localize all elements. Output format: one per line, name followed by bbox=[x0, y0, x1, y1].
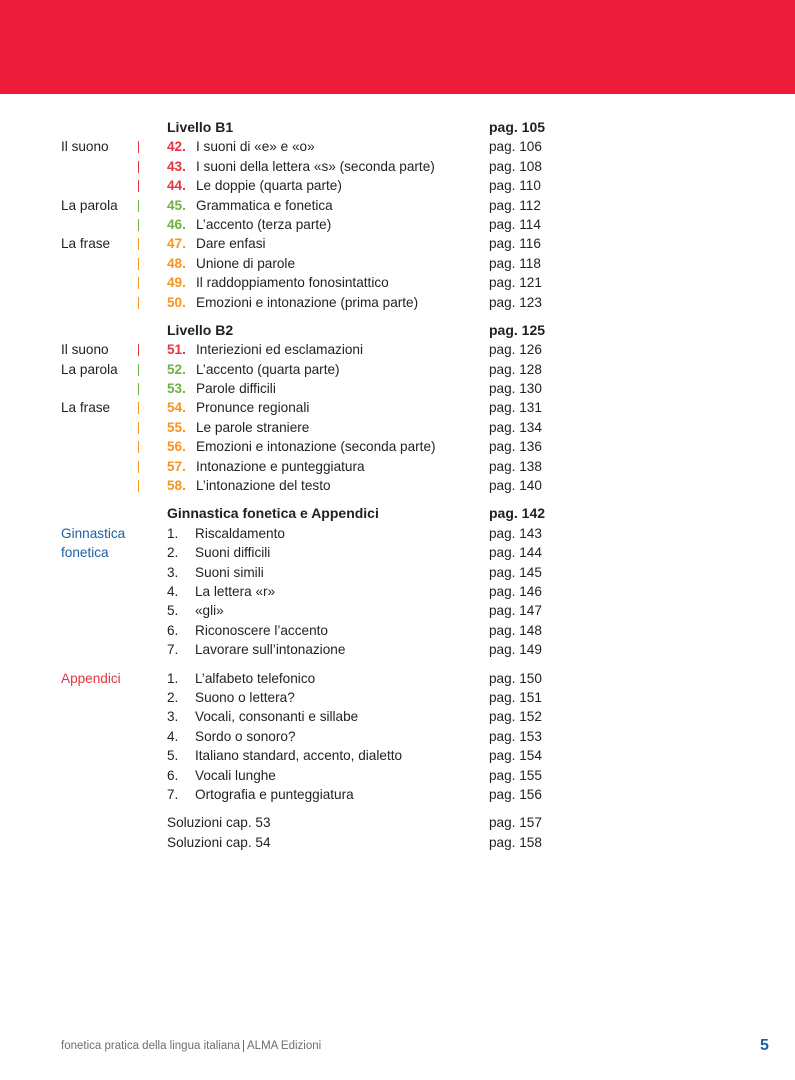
entry-title-text: Soluzioni cap. 53 bbox=[167, 815, 271, 831]
category-bar bbox=[138, 402, 139, 414]
page-number: 5 bbox=[760, 1037, 769, 1054]
entry-page: pag. 140 bbox=[489, 478, 542, 494]
entry-number: 58. bbox=[167, 478, 186, 494]
entry-page: pag. 157 bbox=[489, 815, 542, 831]
toc-entry[interactable] bbox=[0, 254, 795, 273]
entry-title bbox=[167, 234, 266, 253]
toc-section bbox=[0, 669, 795, 805]
entry-number: 53. bbox=[167, 381, 186, 397]
entry-title bbox=[167, 476, 331, 495]
toc-section bbox=[0, 504, 795, 659]
toc-section bbox=[0, 813, 795, 852]
entry-title-text: Unione di parole bbox=[196, 255, 295, 271]
category-label: Ginnastica bbox=[61, 525, 126, 541]
entry-number: 43. bbox=[167, 158, 186, 174]
entry-number: 7. bbox=[167, 642, 179, 658]
entry-title bbox=[167, 563, 264, 582]
entry-title-text: Suono o lettera? bbox=[195, 689, 295, 705]
toc-entry[interactable] bbox=[0, 785, 795, 804]
entry-title bbox=[167, 543, 270, 562]
footer-book-title: fonetica pratica della lingua italiana bbox=[61, 1040, 241, 1053]
toc-entry[interactable] bbox=[0, 176, 795, 195]
entry-number: 7. bbox=[167, 786, 179, 802]
entry-page: pag. 145 bbox=[489, 564, 542, 580]
entry-page: pag. 146 bbox=[489, 583, 542, 599]
entry-page: pag. 156 bbox=[489, 786, 542, 802]
category-bar bbox=[138, 344, 139, 356]
entry-title-text: Le doppie (quarta parte) bbox=[196, 178, 342, 194]
entry-number: 42. bbox=[167, 139, 186, 155]
toc-entry[interactable] bbox=[0, 398, 795, 417]
toc-entry[interactable] bbox=[0, 340, 795, 359]
category-bar bbox=[138, 161, 139, 173]
header-band bbox=[0, 0, 795, 94]
entry-title bbox=[167, 137, 315, 156]
category-label: La parola bbox=[61, 361, 118, 377]
entry-page: pag. 123 bbox=[489, 294, 542, 310]
toc-entry[interactable] bbox=[0, 196, 795, 215]
entry-title-text: L’intonazione del testo bbox=[196, 478, 331, 494]
category-bar bbox=[138, 277, 139, 289]
toc-entry[interactable] bbox=[0, 669, 795, 688]
category-bar bbox=[138, 422, 139, 434]
footer-divider bbox=[243, 1040, 244, 1052]
category-label: La parola bbox=[61, 197, 118, 213]
category-label: La frase bbox=[61, 236, 111, 252]
entry-title-text: L’accento (quarta parte) bbox=[196, 361, 340, 377]
entry-page: pag. 158 bbox=[489, 834, 542, 850]
section-heading-page: pag. 142 bbox=[489, 505, 546, 522]
entry-page: pag. 134 bbox=[489, 419, 542, 435]
entry-title bbox=[167, 833, 271, 852]
category-label: La frase bbox=[61, 400, 111, 416]
entry-page: pag. 153 bbox=[489, 728, 542, 744]
entry-title bbox=[167, 293, 418, 312]
entry-number: 2. bbox=[167, 689, 179, 705]
category-bar bbox=[138, 200, 139, 212]
entry-page: pag. 150 bbox=[489, 670, 542, 686]
entry-title-text: Il raddoppiamento fonosintattico bbox=[196, 275, 389, 291]
entry-number: 55. bbox=[167, 419, 186, 435]
entry-page: pag. 106 bbox=[489, 139, 542, 155]
entry-page: pag. 130 bbox=[489, 381, 542, 397]
category-bar bbox=[138, 180, 139, 192]
entry-number: 5. bbox=[167, 748, 179, 764]
entry-title bbox=[167, 340, 363, 359]
entry-title-text: Emozioni e intonazione (seconda parte) bbox=[196, 439, 436, 455]
entry-title bbox=[167, 457, 365, 476]
section-heading-page: pag. 125 bbox=[489, 321, 546, 338]
entry-title bbox=[167, 398, 309, 417]
entry-title-text: Dare enfasi bbox=[196, 236, 266, 252]
toc-entry[interactable] bbox=[0, 293, 795, 312]
entry-title-text: La lettera «r» bbox=[195, 583, 276, 599]
category-bar bbox=[138, 461, 139, 473]
entry-page: pag. 149 bbox=[489, 642, 542, 658]
entry-number: 6. bbox=[167, 767, 179, 783]
entry-title-text: Sordo o sonoro? bbox=[195, 728, 296, 744]
entry-number: 54. bbox=[167, 400, 186, 416]
entry-page: pag. 143 bbox=[489, 525, 542, 541]
entry-number: 56. bbox=[167, 439, 186, 455]
entry-page: pag. 126 bbox=[489, 342, 542, 358]
entry-title bbox=[167, 379, 276, 398]
entry-title bbox=[167, 707, 358, 726]
entry-title bbox=[167, 669, 315, 688]
toc-entry[interactable] bbox=[0, 418, 795, 437]
table-of-contents bbox=[0, 118, 795, 861]
toc-entry[interactable] bbox=[0, 640, 795, 659]
entry-number: 1. bbox=[167, 670, 179, 686]
category-bar bbox=[138, 141, 139, 153]
toc-entry[interactable] bbox=[0, 813, 795, 832]
entry-title-text: «gli» bbox=[195, 603, 224, 619]
entry-title-text: Parole difficili bbox=[196, 381, 276, 397]
entry-title-text: Vocali, consonanti e sillabe bbox=[195, 709, 359, 725]
entry-number: 6. bbox=[167, 622, 179, 638]
entry-title bbox=[167, 621, 328, 640]
entry-title bbox=[167, 785, 354, 804]
entry-number: 2. bbox=[167, 545, 179, 561]
entry-number: 3. bbox=[167, 709, 179, 725]
toc-entry[interactable] bbox=[0, 234, 795, 253]
entry-title bbox=[167, 215, 331, 234]
category-bar bbox=[138, 441, 139, 453]
entry-page: pag. 108 bbox=[489, 158, 542, 174]
entry-number: 45. bbox=[167, 197, 186, 213]
section-heading: Livello B2 bbox=[167, 321, 234, 338]
entry-title bbox=[167, 766, 276, 785]
toc-entry[interactable] bbox=[0, 360, 795, 379]
entry-page: pag. 112 bbox=[489, 197, 541, 213]
entry-title-text: L’alfabeto telefonico bbox=[195, 670, 316, 686]
toc-section bbox=[0, 321, 795, 496]
entry-page: pag. 144 bbox=[489, 545, 542, 561]
entry-number: 52. bbox=[167, 361, 186, 377]
toc-entry[interactable] bbox=[0, 273, 795, 292]
entry-title bbox=[167, 582, 275, 601]
section-heading: Livello B1 bbox=[167, 119, 234, 135]
entry-title-text: Lavorare sull’intonazione bbox=[195, 642, 346, 658]
toc-entry[interactable] bbox=[0, 543, 795, 562]
category-label: fonetica bbox=[61, 545, 109, 561]
entry-number: 57. bbox=[167, 458, 186, 474]
entry-page: pag. 136 bbox=[489, 439, 542, 455]
entry-title-text: Grammatica e fonetica bbox=[196, 197, 333, 213]
category-label: Il suono bbox=[61, 342, 109, 358]
toc-entry[interactable] bbox=[0, 379, 795, 398]
entry-page: pag. 128 bbox=[489, 361, 542, 377]
entry-title-text: Italiano standard, accento, dialetto bbox=[195, 748, 403, 764]
toc-entry[interactable] bbox=[0, 582, 795, 601]
toc-entry[interactable] bbox=[0, 137, 795, 156]
entry-title-text: Vocali lunghe bbox=[195, 767, 276, 783]
toc-entry[interactable] bbox=[0, 476, 795, 495]
category-bar bbox=[138, 297, 139, 309]
entry-title-text: Interiezioni ed esclamazioni bbox=[196, 342, 363, 358]
entry-number: 46. bbox=[167, 216, 186, 232]
entry-page: pag. 155 bbox=[489, 767, 542, 783]
entry-title bbox=[167, 418, 309, 437]
category-bar bbox=[138, 238, 139, 250]
entry-title bbox=[167, 601, 224, 620]
category-bar bbox=[138, 258, 139, 270]
entry-page: pag. 148 bbox=[489, 622, 542, 638]
footer-publisher: ALMA Edizioni bbox=[247, 1040, 322, 1053]
entry-number: 48. bbox=[167, 255, 186, 271]
toc-section bbox=[0, 118, 795, 312]
entry-title-text: Riscaldamento bbox=[195, 525, 285, 541]
entry-title bbox=[167, 360, 340, 379]
entry-number: 3. bbox=[167, 564, 179, 580]
toc-entry[interactable] bbox=[0, 766, 795, 785]
entry-title bbox=[167, 524, 285, 543]
toc-entry[interactable] bbox=[0, 601, 795, 620]
entry-title bbox=[167, 254, 295, 273]
entry-title bbox=[167, 437, 436, 456]
toc-entry[interactable] bbox=[0, 688, 795, 707]
toc-entry[interactable] bbox=[0, 524, 795, 543]
section-heading: Ginnastica fonetica e Appendici bbox=[167, 505, 379, 522]
entry-title bbox=[167, 157, 435, 176]
entry-number: 51. bbox=[167, 342, 186, 358]
entry-title bbox=[167, 813, 271, 832]
toc-entry[interactable] bbox=[0, 833, 795, 852]
entry-title-text: Suoni difficili bbox=[195, 545, 271, 561]
category-bar bbox=[138, 383, 139, 395]
category-bar bbox=[138, 364, 139, 376]
entry-title-text: Intonazione e punteggiatura bbox=[196, 458, 365, 474]
entry-title bbox=[167, 176, 342, 195]
entry-title-text: Le parole straniere bbox=[196, 419, 310, 435]
entry-page: pag. 138 bbox=[489, 458, 542, 474]
toc-entry[interactable] bbox=[0, 157, 795, 176]
entry-title bbox=[167, 196, 333, 215]
entry-page: pag. 154 bbox=[489, 748, 542, 764]
entry-title-text: Riconoscere l’accento bbox=[195, 622, 328, 638]
toc-entry[interactable] bbox=[0, 746, 795, 765]
entry-title-text: Suoni simili bbox=[195, 564, 264, 580]
section-heading-row bbox=[0, 504, 795, 523]
entry-number: 5. bbox=[167, 603, 179, 619]
entry-title-text: L’accento (terza parte) bbox=[196, 216, 332, 232]
entry-number: 1. bbox=[167, 525, 179, 541]
entry-number: 44. bbox=[167, 178, 186, 194]
entry-page: pag. 147 bbox=[489, 603, 542, 619]
entry-title-text: Emozioni e intonazione (prima parte) bbox=[196, 294, 419, 310]
section-heading-page: pag. 105 bbox=[489, 119, 546, 135]
category-bar bbox=[138, 480, 139, 492]
entry-number: 4. bbox=[167, 583, 179, 599]
entry-title bbox=[167, 727, 296, 746]
toc-entry[interactable] bbox=[0, 707, 795, 726]
entry-number: 50. bbox=[167, 294, 186, 310]
toc-entry[interactable] bbox=[0, 457, 795, 476]
entry-page: pag. 110 bbox=[489, 178, 541, 194]
entry-title bbox=[167, 688, 295, 707]
section-heading-row bbox=[0, 118, 795, 137]
entry-title-text: I suoni della lettera «s» (seconda parte) bbox=[196, 158, 435, 174]
entry-number: 47. bbox=[167, 236, 186, 252]
section-heading-row bbox=[0, 321, 795, 340]
category-label: Appendici bbox=[61, 670, 121, 686]
entry-number: 49. bbox=[167, 275, 186, 291]
footer bbox=[61, 1040, 321, 1052]
entry-page: pag. 114 bbox=[489, 216, 541, 232]
entry-title-text: Ortografia e punteggiatura bbox=[195, 786, 354, 802]
category-label: Il suono bbox=[61, 139, 109, 155]
toc-entry[interactable] bbox=[0, 727, 795, 746]
entry-title bbox=[167, 746, 402, 765]
category-bar bbox=[138, 219, 139, 231]
toc-entry[interactable] bbox=[0, 563, 795, 582]
entry-number: 4. bbox=[167, 728, 179, 744]
entry-page: pag. 121 bbox=[489, 275, 542, 291]
entry-page: pag. 151 bbox=[489, 689, 542, 705]
entry-title-text: Soluzioni cap. 54 bbox=[167, 834, 271, 850]
entry-title-text: I suoni di «e» e «o» bbox=[196, 139, 315, 155]
entry-title-text: Pronunce regionali bbox=[196, 400, 310, 416]
entry-title bbox=[167, 273, 389, 292]
toc-entry[interactable] bbox=[0, 437, 795, 456]
toc-entry[interactable] bbox=[0, 621, 795, 640]
entry-page: pag. 152 bbox=[489, 709, 542, 725]
entry-page: pag. 131 bbox=[489, 400, 542, 416]
entry-page: pag. 116 bbox=[489, 236, 541, 252]
toc-entry[interactable] bbox=[0, 215, 795, 234]
entry-title bbox=[167, 640, 345, 659]
entry-page: pag. 118 bbox=[489, 255, 541, 271]
